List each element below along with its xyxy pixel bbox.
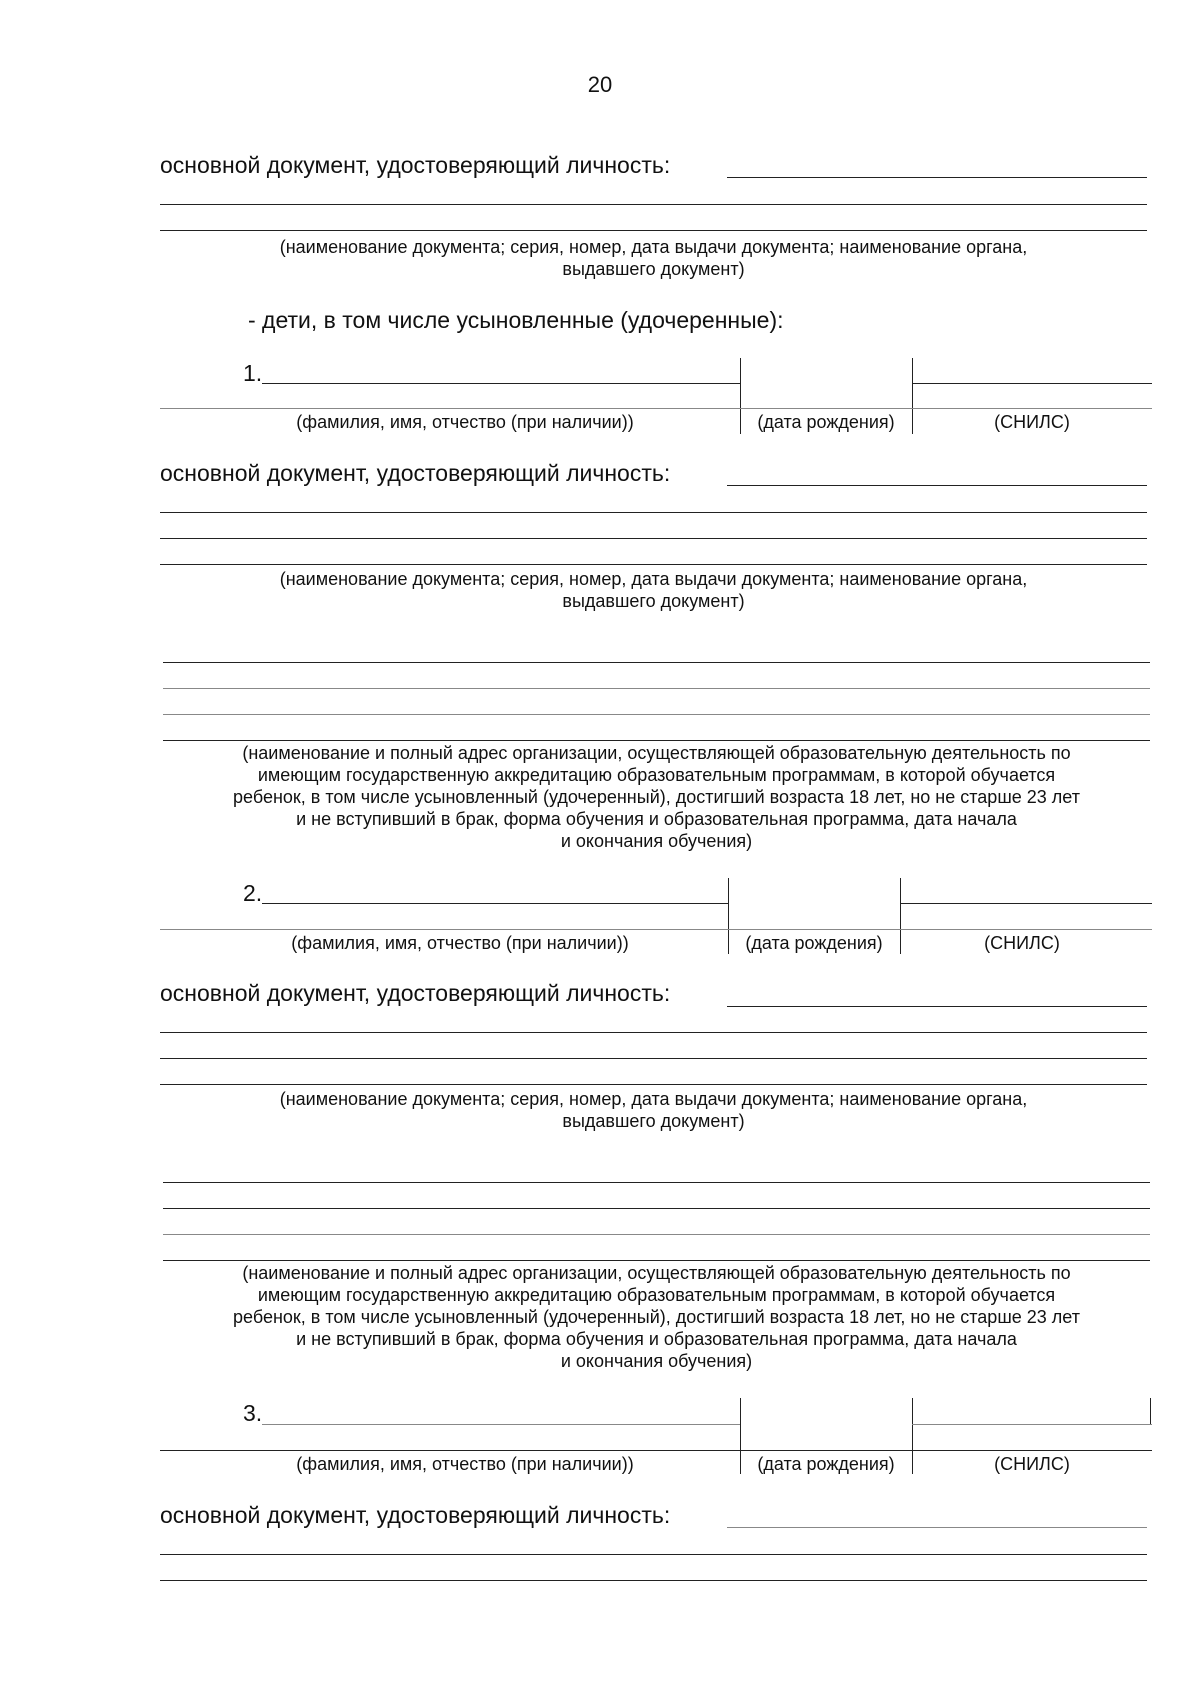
child-fio-field[interactable] — [262, 903, 728, 904]
organization-caption — [163, 1262, 1150, 1372]
snils-caption: (СНИЛС) — [994, 1454, 1070, 1474]
child-caption-line — [160, 408, 1152, 409]
id-document-field-line[interactable] — [160, 1032, 1147, 1033]
organization-field-line[interactable] — [163, 688, 1150, 689]
fio-caption: (фамилия, имя, отчество (при наличии)) — [296, 1454, 634, 1474]
child-caption-line — [160, 1450, 1152, 1451]
children-heading: - дети, в том числе усыновленные (удочеренные): — [248, 307, 784, 333]
child-caption-line — [160, 929, 1152, 930]
caption-line: и окончания обучения) — [560, 1351, 753, 1371]
caption-line: (наименование и полный адрес организации, осуществляющей образовательную деятельность по — [242, 743, 1071, 763]
organization-field-line[interactable] — [163, 740, 1150, 741]
field-divider — [728, 878, 729, 954]
organization-field-line[interactable] — [163, 662, 1150, 663]
id-document-field-line[interactable] — [160, 564, 1147, 565]
snils-caption: (СНИЛС) — [994, 412, 1070, 432]
id-document-label: основной документ, удостоверяющий личность: — [160, 460, 671, 486]
caption-line: (наименование документа; серия, номер, дата выдачи документа; наименование органа, — [279, 1089, 1028, 1109]
id-document-field-line[interactable] — [160, 204, 1147, 205]
id-document-field-line[interactable] — [160, 1554, 1147, 1555]
caption-line: имеющим государственную аккредитацию образовательным программам, в которой обучается — [257, 1285, 1056, 1305]
caption-line: и не вступивший в брак, форма обучения и образовательная программа, дата начала — [296, 809, 1017, 829]
field-divider — [900, 878, 901, 954]
child-fio-field[interactable] — [262, 383, 740, 384]
caption-line: выдавшего документ) — [562, 1111, 745, 1131]
fio-caption: (фамилия, имя, отчество (при наличии)) — [291, 933, 629, 953]
caption-line: и окончания обучения) — [560, 831, 753, 851]
field-divider — [1150, 1398, 1151, 1424]
snils-caption: (СНИЛС) — [984, 933, 1060, 953]
field-divider — [912, 358, 913, 434]
id-document-field-line[interactable] — [160, 1084, 1147, 1085]
id-document-label: основной документ, удостоверяющий личность: — [160, 152, 671, 178]
child-snils-field[interactable] — [912, 383, 1152, 384]
id-document-field-line[interactable] — [160, 1580, 1147, 1581]
id-document-field[interactable] — [727, 1006, 1147, 1007]
id-document-field-line[interactable] — [160, 1058, 1147, 1059]
birth-date-caption: (дата рождения) — [757, 1454, 895, 1474]
organization-field-line[interactable] — [163, 714, 1150, 715]
caption-line: ребенок, в том числе усыновленный (удочеренный), достигший возраста 18 лет, но не старше 23 лет — [233, 787, 1080, 807]
child-fio-field[interactable] — [262, 1424, 740, 1425]
id-document-field[interactable] — [727, 485, 1147, 486]
caption-line: выдавшего документ) — [562, 259, 745, 279]
birth-date-caption: (дата рождения) — [757, 412, 895, 432]
caption-line: (наименование документа; серия, номер, дата выдачи документа; наименование органа, — [279, 237, 1028, 257]
caption-line: (наименование документа; серия, номер, дата выдачи документа; наименование органа, — [279, 569, 1028, 589]
caption-line: и не вступивший в брак, форма обучения и образовательная программа, дата начала — [296, 1329, 1017, 1349]
fio-caption: (фамилия, имя, отчество (при наличии)) — [296, 412, 634, 432]
child-number: 3. — [243, 1400, 263, 1426]
caption-line: (наименование и полный адрес организации, осуществляющей образовательную деятельность по — [242, 1263, 1071, 1283]
caption-line: выдавшего документ) — [562, 591, 745, 611]
organization-field-line[interactable] — [163, 1234, 1150, 1235]
field-divider — [740, 358, 741, 434]
child-snils-field[interactable] — [912, 1424, 1152, 1425]
id-document-caption — [160, 236, 1147, 280]
child-number: 2. — [243, 880, 263, 906]
birth-date-caption: (дата рождения) — [745, 933, 883, 953]
id-document-label: основной документ, удостоверяющий личность: — [160, 980, 671, 1006]
child-snils-field[interactable] — [900, 903, 1152, 904]
page-number: 20 — [587, 72, 613, 97]
field-divider — [912, 1398, 913, 1474]
id-document-field[interactable] — [727, 177, 1147, 178]
id-document-caption — [160, 1088, 1147, 1132]
organization-field-line[interactable] — [163, 1182, 1150, 1183]
id-document-field-line[interactable] — [160, 538, 1147, 539]
caption-line: ребенок, в том числе усыновленный (удочеренный), достигший возраста 18 лет, но не старше 23 лет — [233, 1307, 1080, 1327]
field-divider — [740, 1398, 741, 1474]
id-document-label: основной документ, удостоверяющий личность: — [160, 1502, 671, 1528]
caption-line: имеющим государственную аккредитацию образовательным программам, в которой обучается — [257, 765, 1056, 785]
organization-caption — [163, 742, 1150, 852]
child-number: 1. — [243, 360, 263, 386]
organization-field-line[interactable] — [163, 1260, 1150, 1261]
id-document-field-line[interactable] — [160, 230, 1147, 231]
id-document-caption — [160, 568, 1147, 612]
id-document-field-line[interactable] — [160, 512, 1147, 513]
organization-field-line[interactable] — [163, 1208, 1150, 1209]
id-document-field[interactable] — [727, 1527, 1147, 1528]
